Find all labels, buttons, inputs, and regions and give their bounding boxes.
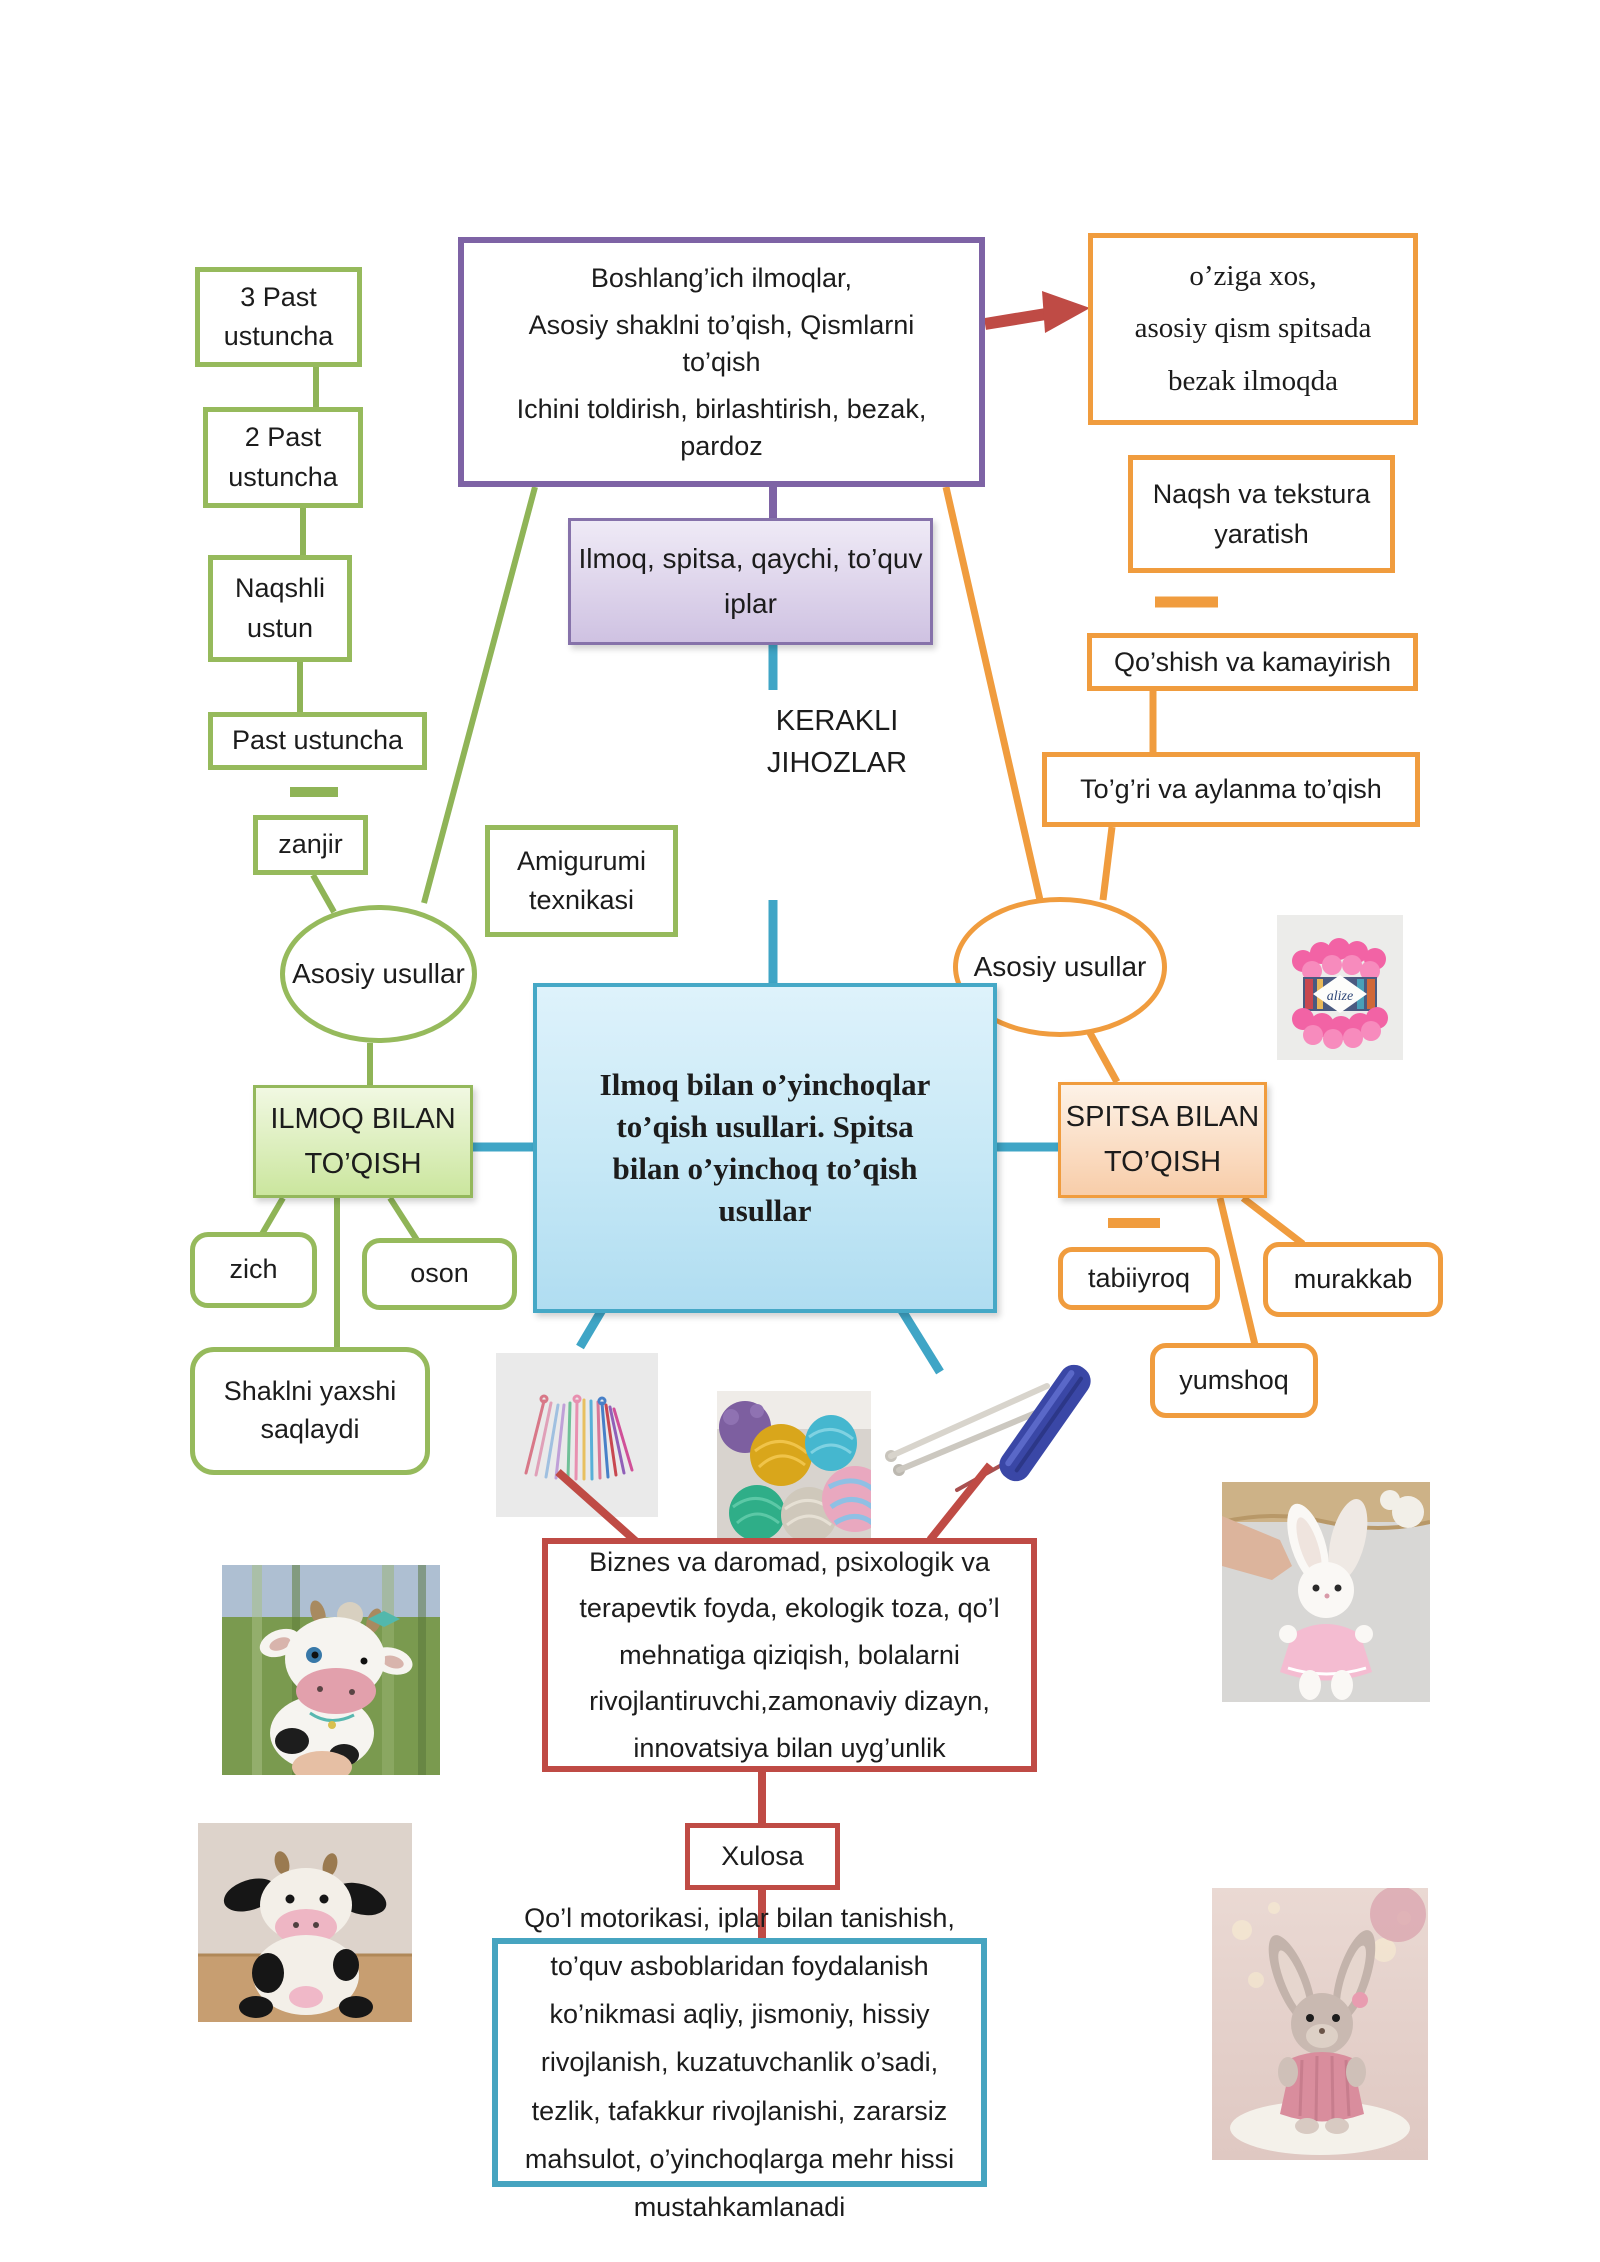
benefits-text: Biznes va daromad, psixologik va terapevtik foyda, ekologik toza, qo’l mehnatiga qiziqish, bolalarni rivojlantiruvchi,zamonaviy dizayn, innovatsiya bilan uyg’unlik [579,1546,1000,1763]
central-topic-title: Ilmoq bilan o’yinchoqlar to’qish usullari. Spitsa bilan o’yinchoq to’qish usullar [599,1067,931,1228]
node-label: tabiiyroq [1087,1263,1191,1293]
category-label: SPITSA BILAN TO’QISH [1065,1101,1260,1178]
node-qoshish-va-kamayirish [1087,633,1418,691]
crochet-cow-table-photo [198,1823,412,2022]
node-label: Shaklni yaxshi saqlaydi [223,1376,397,1444]
node-yumshoq [1150,1343,1318,1418]
node-label: zich [229,1254,278,1285]
category-spitsa-bilan-toqish [1058,1082,1267,1198]
node-label: To’g’ri va aylanma to’qish [1080,774,1382,805]
knitting-needles-photo [877,1358,1097,1493]
conclusion-box [492,1903,987,2222]
tools-caption-line-2: JIHOZLAR [766,747,908,780]
process-line-3: Ichini toldirish, birlashtirish, bezak, pardoz [516,394,927,461]
process-line-2: Asosiy shaklni to’qish, Qismlarni to’qish [528,310,915,377]
central-topic-ellipse [533,983,997,1313]
node-label: murakkab [1293,1264,1413,1294]
process-steps-box [458,237,985,487]
node-naqsh-va-tekstura [1128,455,1395,573]
tools-box [568,518,933,645]
benefits-box [542,1538,1037,1772]
category-ilmoq-bilan-toqish [253,1085,473,1198]
node-zanjir [253,815,368,875]
yarn-brand-label: alize [1326,989,1354,1004]
node-tabiiyroq [1058,1247,1220,1310]
node-label: Past ustuncha [231,725,404,756]
tools-caption-line-1: KERAKLI [775,705,899,737]
node-label: 2 Past ustuncha [228,422,338,492]
xulosa-box [685,1823,840,1890]
node-murakkab [1263,1242,1443,1317]
node-label: Naqsh va tekstura yaratish [1152,478,1371,549]
node-label: 3 Past ustuncha [223,281,334,351]
node-label: yumshoq [1179,1365,1289,1395]
node-2-past-ustuncha [203,407,363,508]
node-shaklni-yaxshi-saqlaydi [190,1347,430,1475]
xulosa-label: Xulosa [721,1841,804,1871]
node-label: oson [410,1258,469,1289]
node-3-past-ustuncha [195,267,362,367]
ellipse-asosiy-usullar-left [280,905,477,1043]
tools-label: Ilmoq, spitsa, qaychi, to’quv iplar [578,542,923,619]
node-label: Amigurumi texnikasi [516,845,647,915]
node-label: Naqshli ustun [234,573,326,643]
node-oson [362,1238,517,1310]
red-arrow [985,291,1090,333]
crochet-hooks-photo [496,1353,658,1517]
ellipse-label: Asosiy usullar [973,951,1147,982]
ellipse-label: Asosiy usullar [292,958,465,989]
conclusion-text: Qo’l motorikasi, iplar bilan tanishish, to’quv asboblaridan foydalanish ko’nikmasi aqliy, jismoniy, hissiy rivojlanish, kuzatuvchanlik o’sadi, tezlik, tafakkur rivojlanishi, zararsiz mahsulot, o’yinchoqlarga mehr hissi mustahkamlanadi [524,1903,955,2222]
yarn-balls-photo [717,1391,871,1559]
knitted-bunny-photo [1212,1888,1428,2160]
node-past-ustuncha [208,712,427,770]
unique-line-1: o’ziga xos, [1189,259,1317,292]
node-oziga-xos [1088,233,1418,425]
unique-line-3: bezak ilmoqda [1168,364,1338,397]
node-label: zanjir [278,829,343,860]
white-bunny-photo [1222,1482,1430,1702]
node-togri-va-aylanma [1042,752,1420,827]
node-label: Qo’shish va kamayirish [1113,646,1392,677]
node-naqshli-ustun [208,555,352,662]
tools-caption [757,700,917,784]
pink-yarn-skein-photo [1277,915,1403,1060]
category-label: ILMOQ BILAN TO’QISH [270,1102,456,1180]
crochet-cow-grass-photo [222,1565,440,1775]
node-amigurumi-texnikasi [485,825,678,937]
node-zich [190,1232,317,1308]
process-line-1: Boshlang’ich ilmoqlar, [590,262,853,293]
unique-line-2: asosiy qism spitsada [1134,312,1372,345]
